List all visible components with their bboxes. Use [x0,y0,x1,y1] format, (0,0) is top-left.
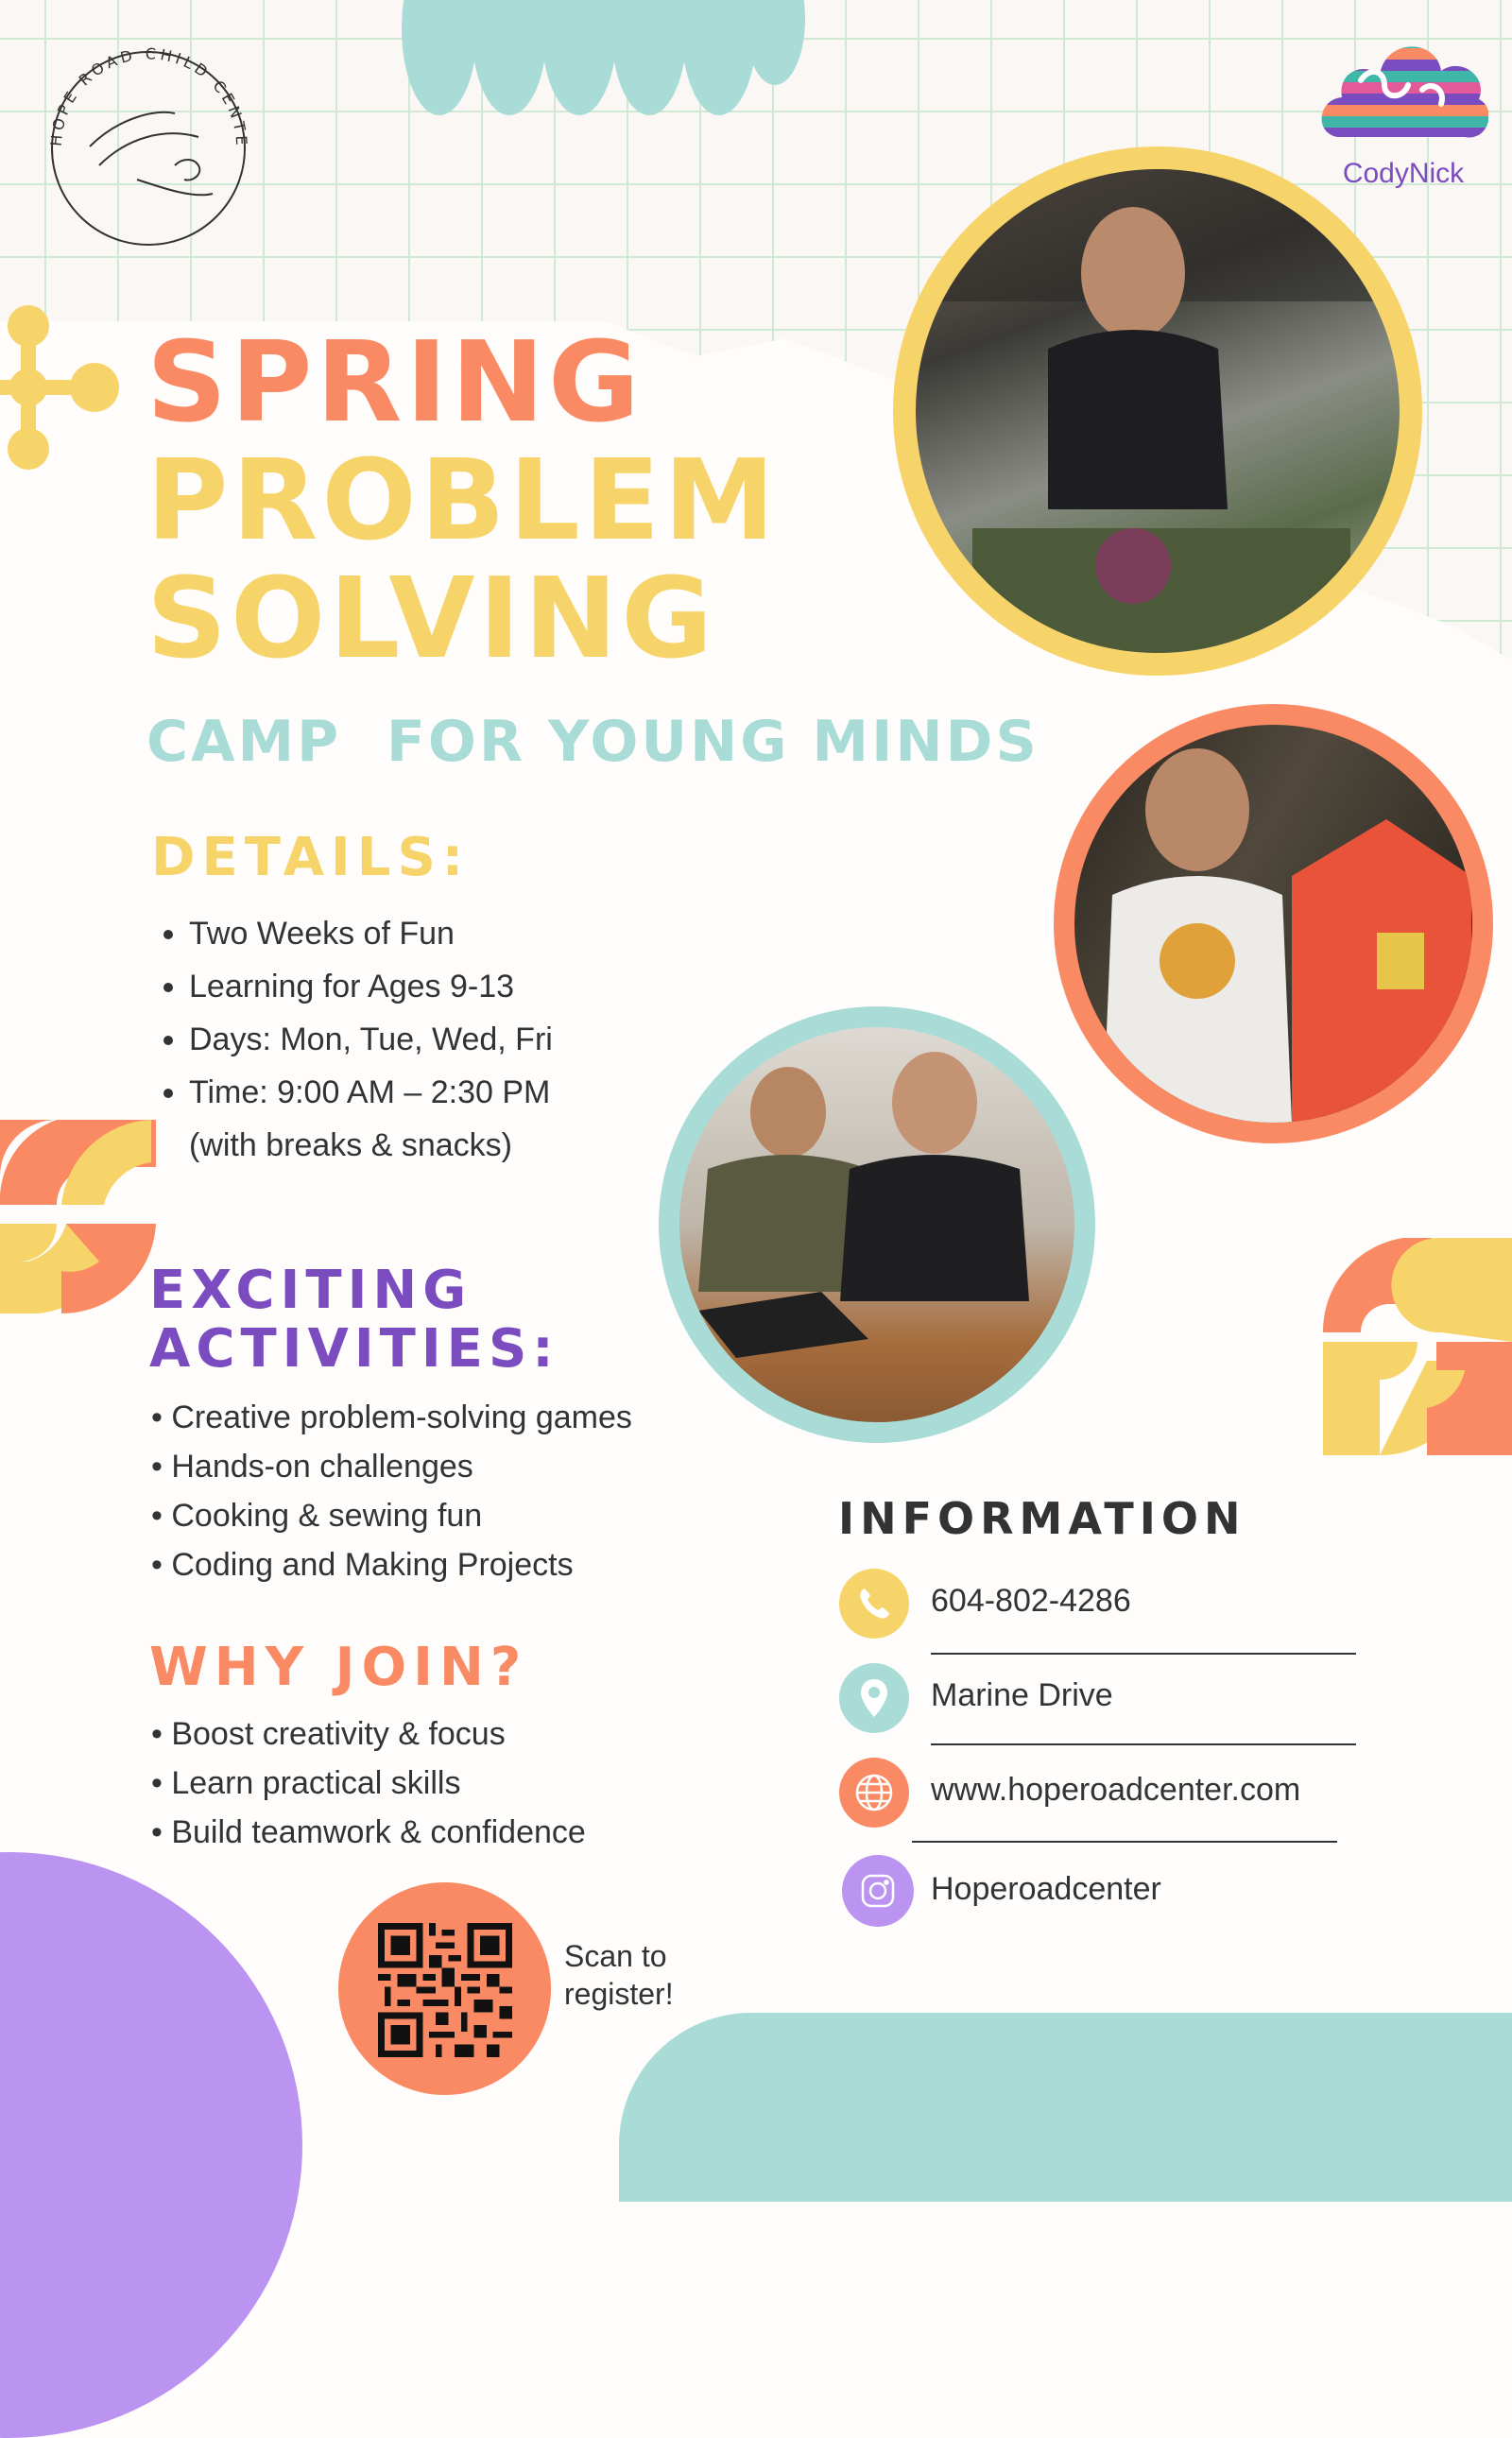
activities-item: • Hands-on challenges [151,1449,473,1485]
phone-icon [839,1569,909,1639]
details-item: • Days: Mon, Tue, Wed, Fri [189,1013,553,1066]
website-link[interactable]: www.hoperoadcenter.com [931,1772,1301,1808]
activities-heading [149,1262,559,1379]
why-join-heading: WHY JOIN? [149,1637,528,1698]
s-shape-decoration-right [1323,1238,1512,1455]
details-item: • Two Weeks of Fun [189,907,553,960]
instagram-handle[interactable]: Hoperoadcenter [931,1871,1161,1907]
divider [931,1653,1356,1655]
activities-heading-line2: ACTIVITIES: [149,1318,559,1380]
register-prompt [564,1937,674,2013]
svg-text:HOPE ROAD CHILD CENTER: HOPE ROAD CHILD CENTE [46,44,251,149]
teal-shape-decoration [619,2013,1512,2202]
details-item: • Learning for Ages 9-13 [189,960,553,1013]
activities-item: • Creative problem-solving games [151,1399,632,1435]
qr-code-icon[interactable] [378,1923,512,2057]
photo-boy-with-model-house [1054,704,1493,1143]
photo-two-boys-laptop [659,1006,1095,1443]
title-line-spring: SPRING [146,317,644,447]
activities-item: • Cooking & sewing fun [151,1498,483,1534]
details-heading: DETAILS: [151,827,471,888]
divider [931,1743,1356,1745]
details-item: • Time: 9:00 AM – 2:30 PM [189,1066,553,1119]
activities-list [151,1393,632,1589]
globe-icon [839,1758,909,1828]
divider [912,1841,1337,1843]
purple-circle-decoration [0,1852,302,2438]
codynick-logo [1318,24,1488,194]
s-shape-decoration-left [0,1120,161,1313]
register-line2: register! [564,1977,674,2011]
hope-road-logo [33,24,265,255]
molecule-decoration [0,298,123,477]
instagram-icon [842,1855,914,1927]
details-list [146,907,553,1119]
location-pin-icon [839,1663,909,1733]
title-line-solving: SOLVING [146,553,717,683]
subtitle: CAMP FOR YOUNG MINDS [146,709,1040,775]
details-note: (with breaks & snacks) [189,1127,512,1163]
why-join-item: • Learn practical skills [151,1765,461,1801]
information-heading: INFORMATION [838,1493,1246,1544]
why-join-item: • Boost creativity & focus [151,1716,506,1752]
location-text: Marine Drive [931,1677,1113,1713]
teal-loops-decoration [402,0,808,123]
why-join-item: • Build teamwork & confidence [151,1814,586,1850]
register-line1: Scan to [564,1939,667,1973]
why-join-list [151,1709,586,1857]
phone-number[interactable]: 604-802-4286 [931,1583,1131,1619]
codynick-label: CodyNick [1342,158,1465,189]
title-line-problem: PROBLEM [146,435,779,565]
activities-heading-line1: EXCITING [149,1260,472,1321]
activities-item: • Coding and Making Projects [151,1547,574,1583]
photo-girl-planting [893,146,1422,676]
